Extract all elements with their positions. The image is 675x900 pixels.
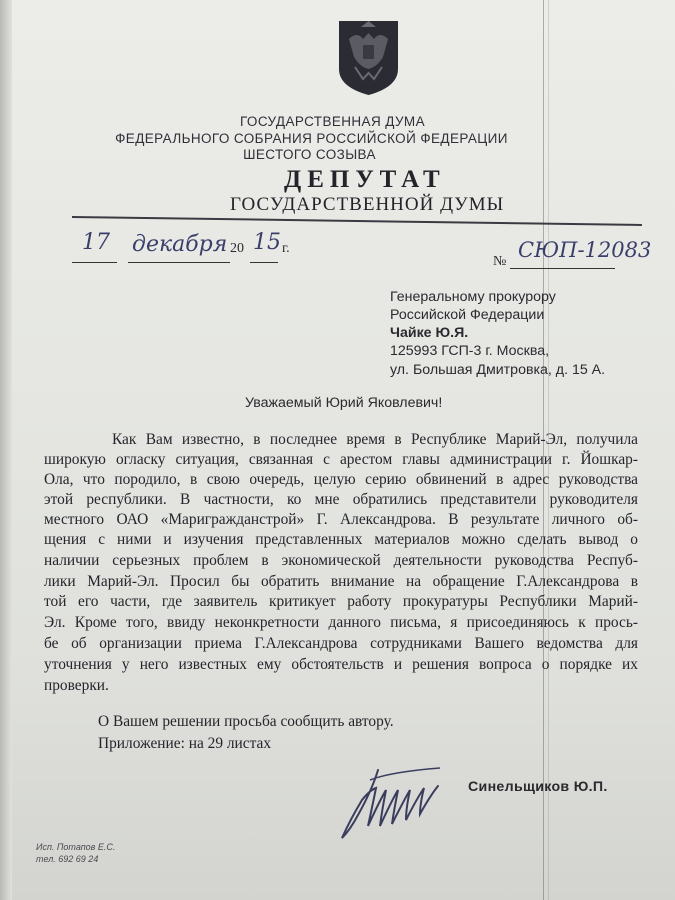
letterhead-subtitle: ГОСУДАРСТВЕННОЙ ДУМЫ [230,194,505,215]
body-line: щения с ними и изучения представленных материалов можно сделать вывод о [44,531,638,548]
executor-name: Исп. Потапов Е.С. [36,842,116,852]
body-line: бе об организации приема Г.Александрова сотрудниками Вашего ведомства для [44,635,638,652]
executor-phone: тел. 692 69 24 [36,854,99,864]
org-name-line: ФЕДЕРАЛЬНОГО СОБРАНИЯ РОССИЙСКОЙ ФЕДЕРАЦИИ [115,131,508,146]
date-year-prefix: 20 [230,241,244,256]
letterhead-title: ДЕПУТАТ [284,166,446,193]
date-month: декабря [132,232,228,257]
handwritten-signature [320,760,460,850]
body-line: той его части, где заявитель критикует работу прокуратуры Республики Марий- [44,593,638,610]
date-underline [72,262,117,263]
recipient-line: ул. Большая Дмитровка, д. 15 А. [390,362,606,378]
recipient-line: 125993 ГСП-3 г. Москва, [390,343,550,359]
org-name-line: ШЕСТОГО СОЗЫВА [243,147,376,162]
date-suffix: г. [282,241,290,256]
body-line: широкую огласку ситуация, связанная с арестом главы администрации г. Йошкар- [44,451,638,468]
recipient-line: Генеральному прокурору [390,289,556,305]
date-field [72,230,302,262]
greeting: Уважаемый Юрий Яковлевич! [245,395,443,411]
date-underline [250,262,278,263]
body-line: Ола, что породило, в свою очередь, целую серию обвинений в адрес руководства [44,471,638,488]
registration-number: СЮП-12083 [518,238,652,262]
number-label: № [493,254,507,269]
date-day: 17 [82,230,110,255]
recipient-line: Российской Федерации [390,307,545,323]
date-underline [128,262,230,263]
signer-name: Синельщиков Ю.П. [468,779,608,795]
body-line: проверки. [44,677,109,694]
closing-request: О Вашем решении просьба сообщить автору. [98,713,394,730]
org-name-line: ГОСУДАРСТВЕННАЯ ДУМА [239,114,425,129]
recipient-name: Чайке Ю.Я. [390,325,469,341]
body-line: Эл. Кроме того, ввиду неконкретности данного письма, я присоединяюсь к прось- [44,614,638,631]
body-line: лики Марий-Эл. Просил бы обратить внимание на обращение Г.Александрова в [44,573,638,590]
body-line: наличии серьезных проблем в экономической деятельности руководства Респуб- [44,552,638,569]
date-year-suffix: 15 [253,230,281,255]
attachment-note: Приложение: на 29 листах [98,735,272,752]
body-line: местного ОАО «Мариграждaнстрой» Г. Александрова. В результате личного об- [44,511,638,528]
number-underline [510,268,615,269]
letterhead-rule [72,216,642,226]
body-line: Как Вам известно, в последнее время в Республике Марий-Эл, получила [112,431,638,448]
body-line: этой республики. В частности, ко мне обратились представители руководителя [44,491,638,508]
double-headed-eagle-icon [333,17,404,97]
body-line: уточнения у него известных ему обстоятельств и решения вопроса о порядке их [44,656,638,673]
